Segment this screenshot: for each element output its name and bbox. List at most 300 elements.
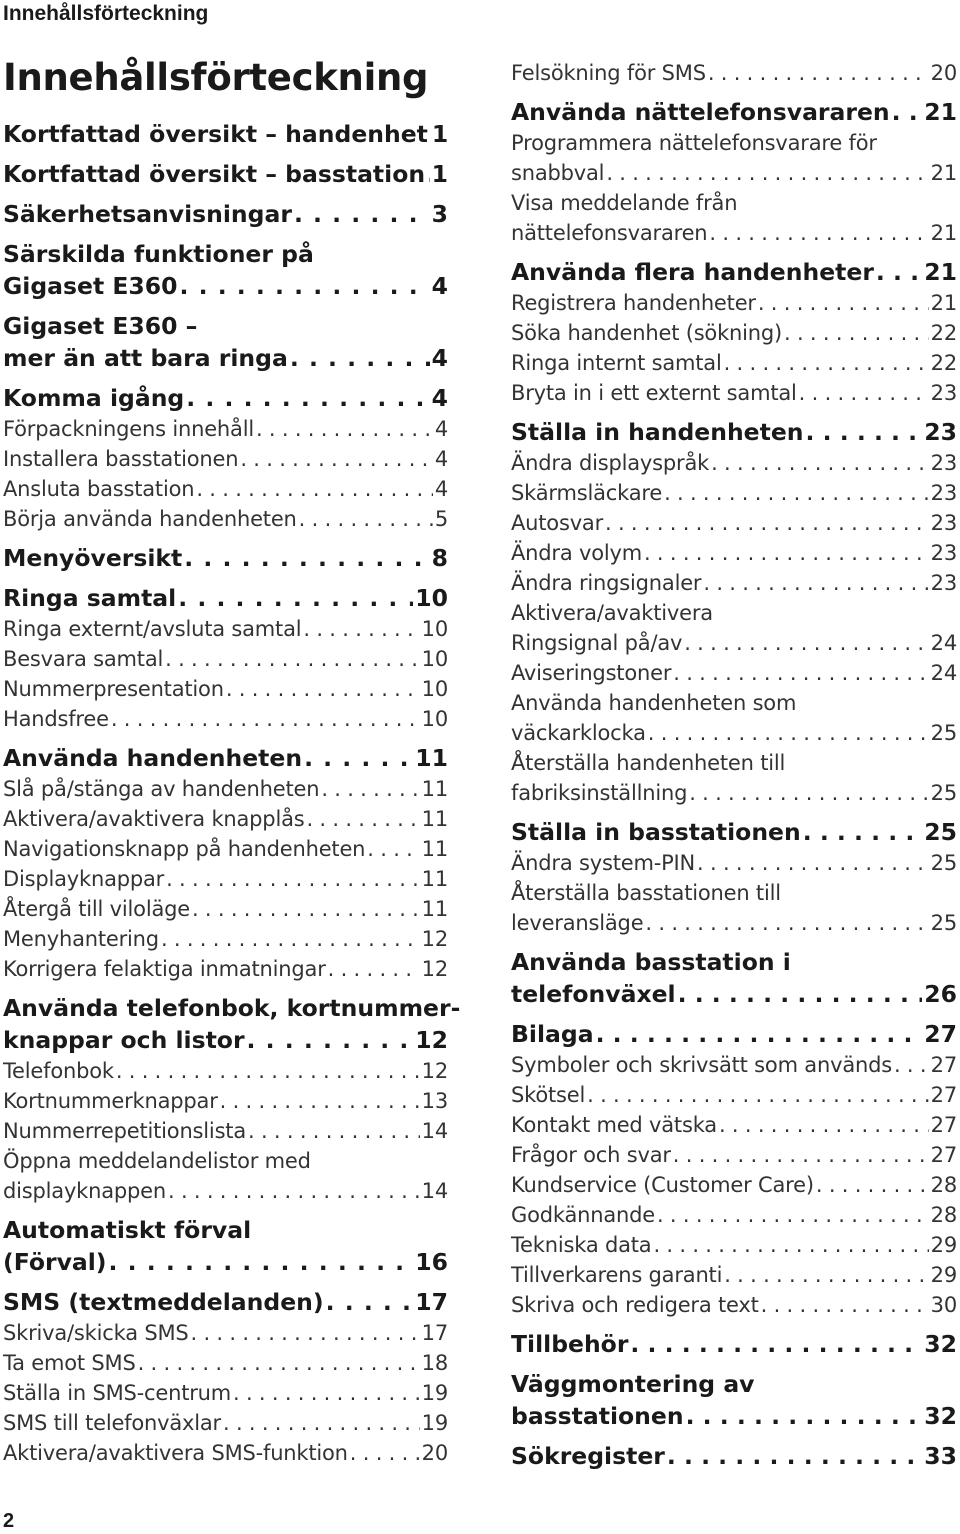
toc-left-column: [3, 118, 461, 1468]
toc-entry-page-number: 3: [431, 200, 448, 228]
dot-leader: [894, 1050, 929, 1080]
toc-entry-label: Börja använda handenheten: [3, 507, 297, 531]
dot-leader: [240, 444, 432, 474]
dot-leader: [719, 1110, 929, 1140]
toc-entry-label-line: Öppna meddelandelistor med: [3, 1149, 311, 1173]
toc-entry[interactable]: [511, 1328, 957, 1360]
toc-entry[interactable]: [511, 96, 957, 128]
toc-entry[interactable]: [511, 1200, 957, 1230]
toc-entry-label-line: Särskilda funktioner på: [3, 240, 314, 268]
toc-entry-page-number: 4: [431, 384, 448, 412]
toc-entry-page-number: 20: [930, 61, 957, 85]
toc-entry-label: Säkerhetsanvisningar: [3, 200, 292, 228]
dot-leader: [168, 1176, 420, 1206]
toc-entry-label: Återgå till viloläge: [3, 897, 190, 921]
toc-entry[interactable]: [3, 774, 448, 804]
dot-leader: [306, 804, 419, 834]
toc-entry-page-number: 29: [930, 1233, 957, 1257]
toc-entry-page-number: 12: [421, 927, 448, 951]
dot-leader: [223, 1408, 420, 1438]
toc-entry-label: Använda nättelefonsvararen: [511, 98, 890, 126]
toc-entry-label: Ställa in SMS-centrum: [3, 1381, 232, 1405]
toc-entry[interactable]: [511, 448, 957, 478]
toc-entry-label-line: Återställa basstationen till: [511, 881, 781, 905]
toc-entry-page-number: 4: [434, 477, 448, 501]
toc-entry-label: Ställa in basstationen: [511, 818, 801, 846]
toc-entry-page-number: 22: [930, 351, 957, 375]
toc-entry-page-number: 22: [930, 321, 957, 345]
toc-entry[interactable]: [511, 416, 957, 448]
toc-entry[interactable]: [511, 878, 957, 938]
toc-entry-label-line: Aktivera/avaktivera: [511, 601, 713, 625]
dot-leader: [248, 1116, 420, 1146]
toc-entry-page-number: 20: [421, 1441, 448, 1465]
toc-entry-label: Aviseringstoner: [511, 661, 672, 685]
toc-entry[interactable]: [3, 542, 448, 574]
toc-entry[interactable]: [511, 256, 957, 288]
toc-entry-label: Tekniska data: [511, 1233, 652, 1257]
toc-entry-label: Skärmsläckare: [511, 481, 663, 505]
toc-entry-label: Handsfree: [3, 707, 109, 731]
dot-leader: [179, 270, 429, 302]
toc-entry[interactable]: [3, 118, 448, 150]
toc-entry-label: Slå på/stänga av handenheten: [3, 777, 320, 801]
toc-entry-label: Kortnummerknappar: [3, 1089, 218, 1113]
toc-entry-page-number: 24: [930, 631, 957, 655]
toc-entry-page-number: 4: [434, 417, 448, 441]
toc-entry-page-number: 11: [421, 837, 448, 861]
toc-entry-page-number: 23: [924, 418, 957, 446]
dot-leader: [184, 542, 429, 574]
toc-entry[interactable]: [3, 444, 448, 474]
toc-entry-page-number: 17: [415, 1288, 448, 1316]
toc-entry-label: Bryta in i ett externt samtal: [511, 381, 797, 405]
toc-entry-page-number: 8: [431, 544, 448, 572]
toc-entry-page-number: 23: [930, 511, 957, 535]
dot-leader: [799, 378, 929, 408]
toc-entry-label-line: Använda handenheten som: [511, 691, 797, 715]
dot-leader: [299, 504, 433, 534]
toc-entry[interactable]: [3, 834, 448, 864]
toc-entry-label: Kundservice (Customer Care): [511, 1173, 814, 1197]
toc-entry-page-number: 10: [421, 617, 448, 641]
toc-entry-label: Ändra displayspråk: [511, 451, 710, 475]
dot-leader: [605, 508, 929, 538]
toc-entry[interactable]: [3, 614, 448, 644]
dot-leader: [761, 1290, 929, 1320]
toc-entry-label: Installera basstationen: [3, 447, 239, 471]
toc-entry-page-number: 27: [930, 1083, 957, 1107]
toc-entry-label: Telefonbok: [3, 1059, 114, 1083]
toc-entry-page-number: 1: [431, 120, 449, 148]
toc-entry-label: Ändra volym: [511, 541, 642, 565]
toc-entry[interactable]: [3, 310, 448, 374]
toc-entry-page-number: 28: [930, 1173, 957, 1197]
dot-leader: [367, 834, 419, 864]
dot-leader: [109, 1246, 414, 1278]
toc-entry-label: displayknappen: [3, 1179, 166, 1203]
toc-entry-label: Ansluta basstation: [3, 477, 195, 501]
toc-entry-page-number: 12: [421, 957, 448, 981]
toc-entry[interactable]: [511, 188, 957, 248]
toc-entry[interactable]: [511, 816, 957, 848]
dot-leader: [111, 704, 420, 734]
toc-entry-label: SMS till telefonväxlar: [3, 1411, 221, 1435]
toc-entry[interactable]: [3, 992, 461, 1056]
dot-leader: [892, 96, 923, 128]
toc-entry-page-number: 21: [930, 291, 957, 315]
toc-entry-page-number: 32: [924, 1402, 957, 1430]
toc-entry[interactable]: [511, 1260, 957, 1290]
toc-entry-label: fabriksinställning: [511, 781, 688, 805]
dot-leader: [645, 908, 928, 938]
toc-entry-label: snabbval: [511, 161, 605, 185]
toc-entry-label-line: Använda basstation i: [511, 948, 791, 976]
toc-entry-page-number: 25: [930, 721, 957, 745]
toc-entry-label: Ringa internt samtal: [511, 351, 722, 375]
toc-entry-page-number: 25: [924, 818, 957, 846]
toc-entry[interactable]: [511, 348, 957, 378]
toc-entry[interactable]: [511, 1110, 957, 1140]
toc-entry[interactable]: [511, 538, 957, 568]
toc-entry-label-line: Gigaset E360 –: [3, 312, 198, 340]
toc-entry-label: väckarklocka: [511, 721, 646, 745]
toc-entry-label: Ringa samtal: [3, 584, 177, 612]
toc-entry-label-line: Visa meddelande från: [511, 191, 738, 215]
toc-entry-label: Sökregister: [511, 1442, 665, 1470]
dot-leader: [138, 1348, 420, 1378]
toc-entry[interactable]: [511, 688, 957, 748]
toc-entry-page-number: 23: [930, 571, 957, 595]
toc-entry-page-number: 11: [421, 867, 448, 891]
toc-entry-label: Ställa in handenheten: [511, 418, 804, 446]
toc-entry[interactable]: [511, 508, 957, 538]
dot-leader: [226, 674, 420, 704]
dot-leader: [806, 416, 923, 448]
toc-entry-label: Displayknappar: [3, 867, 165, 891]
toc-entry-label: leveransläge: [511, 911, 644, 935]
toc-entry[interactable]: [3, 1056, 448, 1086]
toc-entry[interactable]: [511, 1018, 957, 1050]
toc-entry-page-number: 21: [924, 258, 957, 286]
dot-leader: [876, 256, 922, 288]
toc-entry-label: Autosvar: [511, 511, 604, 535]
toc-entry-label: Förpackningens innehåll: [3, 417, 254, 441]
toc-entry[interactable]: [511, 1140, 957, 1170]
dot-leader: [711, 448, 929, 478]
toc-entry[interactable]: [511, 748, 957, 808]
dot-leader: [196, 474, 432, 504]
toc-entry-page-number: 23: [930, 481, 957, 505]
dot-leader: [350, 1438, 420, 1468]
toc-entry[interactable]: [511, 658, 957, 688]
dot-leader: [191, 1318, 420, 1348]
dot-leader: [303, 614, 419, 644]
dot-leader: [166, 864, 420, 894]
toc-entry-page-number: 23: [930, 381, 957, 405]
toc-entry-label: Ändra ringsignaler: [511, 571, 702, 595]
toc-entry[interactable]: [511, 478, 957, 508]
dot-leader: [689, 778, 928, 808]
toc-entry-page-number: 27: [930, 1143, 957, 1167]
toc-entry-label: Ändra system-PIN: [511, 851, 696, 875]
toc-entry[interactable]: [3, 1438, 448, 1468]
toc-entry-label: Ta emot SMS: [3, 1351, 136, 1375]
toc-entry[interactable]: [3, 1348, 448, 1378]
dot-leader: [653, 1230, 928, 1260]
toc-entry-page-number: 26: [924, 980, 957, 1008]
toc-entry-label-line: Använda telefonbok, kortnummer-: [3, 994, 461, 1022]
toc-entry[interactable]: [3, 1116, 448, 1146]
dot-leader: [816, 1170, 929, 1200]
dot-leader: [161, 924, 420, 954]
toc-entry-page-number: 25: [930, 851, 957, 875]
toc-entry-label: Nummerpresentation: [3, 677, 224, 701]
toc-entry-page-number: 23: [930, 451, 957, 475]
toc-entry-label: Använda handenheten: [3, 744, 303, 772]
toc-entry-page-number: 11: [421, 777, 448, 801]
dot-leader: [596, 1018, 923, 1050]
toc-entry-page-number: 27: [930, 1113, 957, 1137]
toc-entry[interactable]: [3, 1408, 448, 1438]
dot-leader: [290, 342, 430, 374]
toc-entry-page-number: 10: [421, 677, 448, 701]
dot-leader: [427, 158, 430, 190]
toc-entry-label: Skriva/skicka SMS: [3, 1321, 189, 1345]
toc-entry-label: Registrera handenheter: [511, 291, 756, 315]
toc-entry[interactable]: [3, 238, 448, 302]
toc-entry-page-number: 11: [415, 744, 448, 772]
toc-entry-page-number: 14: [421, 1119, 448, 1143]
toc-entry[interactable]: [511, 946, 957, 1010]
toc-entry-label: Kortfattad översikt – handenhet: [3, 120, 428, 148]
page-title: Innehållsförteckning: [3, 56, 429, 99]
toc-entry-page-number: 10: [421, 647, 448, 671]
dot-leader: [664, 478, 929, 508]
toc-entry-label: Kontakt med vätska: [511, 1113, 717, 1137]
toc-entry-page-number: 10: [415, 584, 448, 612]
dot-leader: [321, 774, 419, 804]
page-number: 2: [3, 1510, 15, 1532]
toc-entry-page-number: 12: [415, 1026, 448, 1054]
toc-entry-page-number: 19: [421, 1381, 448, 1405]
dot-leader: [657, 1200, 929, 1230]
toc-entry-label-line: Automatiskt förval: [3, 1216, 252, 1244]
toc-entry-page-number: 25: [930, 911, 957, 935]
toc-entry-label: Ringsignal på/av: [511, 631, 683, 655]
toc-entry-label: nättelefonsvararen: [511, 221, 708, 245]
dot-leader: [630, 1328, 922, 1360]
toc-entry[interactable]: [3, 474, 448, 504]
toc-entry[interactable]: [3, 158, 448, 190]
dot-leader: [673, 1140, 929, 1170]
toc-entry[interactable]: [3, 924, 448, 954]
dot-leader: [304, 742, 413, 774]
dot-leader: [165, 644, 420, 674]
toc-entry-page-number: 18: [421, 1351, 448, 1375]
toc-entry-page-number: 12: [421, 1059, 448, 1083]
toc-entry-label: Godkännande: [511, 1203, 655, 1227]
toc-entry-label: Skriva och redigera text: [511, 1293, 759, 1317]
dot-leader: [233, 1378, 420, 1408]
toc-entry[interactable]: [3, 198, 448, 230]
dot-leader: [186, 382, 429, 414]
toc-entry-page-number: 21: [930, 161, 957, 185]
dot-leader: [294, 198, 430, 230]
toc-entry[interactable]: [3, 582, 448, 614]
dot-leader: [326, 1286, 414, 1318]
toc-entry[interactable]: [511, 1170, 957, 1200]
dot-leader: [708, 58, 929, 88]
toc-entry-label: Komma igång: [3, 384, 185, 412]
toc-entry[interactable]: [511, 1368, 957, 1432]
toc-entry-label: telefonväxel: [511, 980, 676, 1008]
toc-entry-label: Tillverkarens garanti: [511, 1263, 723, 1287]
toc-entry-label-line: Återställa handenheten till: [511, 751, 786, 775]
toc-entry-page-number: 14: [421, 1179, 448, 1203]
dot-leader: [724, 1260, 928, 1290]
dot-leader: [220, 1086, 420, 1116]
toc-entry-label: mer än att bara ringa: [3, 344, 288, 372]
toc-entry[interactable]: [511, 1080, 957, 1110]
toc-entry[interactable]: [3, 1378, 448, 1408]
toc-entry[interactable]: [3, 1286, 448, 1318]
toc-entry[interactable]: [3, 1214, 448, 1278]
toc-entry-label: Aktivera/avaktivera SMS-funktion: [3, 1441, 348, 1465]
toc-entry[interactable]: [511, 1050, 957, 1080]
toc-entry-label: Bilaga: [511, 1020, 594, 1048]
toc-entry[interactable]: [511, 58, 957, 88]
toc-entry[interactable]: [511, 288, 957, 318]
toc-entry[interactable]: [511, 378, 957, 408]
toc-entry-label: SMS (textmeddelanden): [3, 1288, 324, 1316]
toc-entry-page-number: 13: [421, 1089, 448, 1113]
toc-entry[interactable]: [3, 504, 448, 534]
toc-right-column: [511, 58, 957, 1472]
dot-leader: [686, 1400, 923, 1432]
dot-leader: [644, 538, 929, 568]
toc-entry[interactable]: [511, 1440, 957, 1472]
toc-entry-page-number: 21: [930, 221, 957, 245]
dot-leader: [697, 848, 929, 878]
toc-entry-label: Skötsel: [511, 1083, 586, 1107]
toc-entry[interactable]: [3, 864, 448, 894]
toc-entry-label: basstationen: [511, 1402, 684, 1430]
toc-entry[interactable]: [511, 1290, 957, 1320]
toc-entry-page-number: 19: [421, 1411, 448, 1435]
toc-entry-page-number: 27: [930, 1053, 957, 1077]
toc-entry-page-number: 28: [930, 1203, 957, 1227]
dot-leader: [678, 978, 923, 1010]
toc-entry-page-number: 16: [415, 1248, 448, 1276]
toc-entry-label: Korrigera felaktiga inmatningar: [3, 957, 326, 981]
dot-leader: [256, 414, 433, 444]
toc-entry-page-number: 27: [924, 1020, 957, 1048]
toc-entry-page-number: 1: [431, 160, 448, 188]
dot-leader: [667, 1440, 922, 1472]
toc-entry-label: Tillbehör: [511, 1330, 629, 1358]
dot-leader: [247, 1024, 414, 1056]
dot-leader: [178, 582, 413, 614]
toc-entry[interactable]: [511, 848, 957, 878]
toc-entry-page-number: 23: [930, 541, 957, 565]
running-header-title: Innehållsförteckning: [3, 2, 209, 25]
toc-entry[interactable]: [3, 1318, 448, 1348]
toc-entry-page-number: 32: [924, 1330, 957, 1358]
toc-entry-label: Nummerrepetitionslista: [3, 1119, 247, 1143]
dot-leader: [758, 288, 929, 318]
toc-entry-page-number: 30: [930, 1293, 957, 1317]
toc-entry[interactable]: [3, 382, 448, 414]
toc-entry-page-number: 33: [924, 1442, 957, 1470]
toc-entry[interactable]: [511, 1230, 957, 1260]
toc-entry-page-number: 17: [421, 1321, 448, 1345]
toc-entry[interactable]: [511, 568, 957, 598]
dot-leader: [116, 1056, 420, 1086]
toc-entry[interactable]: [3, 704, 448, 734]
toc-entry-page-number: 4: [431, 272, 448, 300]
toc-entry[interactable]: [511, 318, 957, 348]
dot-leader: [709, 218, 928, 248]
toc-entry-label: (Förval): [3, 1248, 107, 1276]
dot-leader: [724, 348, 929, 378]
toc-entry-label: Gigaset E360: [3, 272, 178, 300]
dot-leader: [192, 894, 420, 924]
toc-entry-page-number: 21: [924, 98, 957, 126]
dot-leader: [606, 158, 928, 188]
toc-entry-label: Felsökning för SMS: [511, 61, 706, 85]
dot-leader: [648, 718, 929, 748]
toc-entry-label: Besvara samtal: [3, 647, 164, 671]
toc-entry-page-number: 11: [421, 897, 448, 921]
toc-entry-page-number: 29: [930, 1263, 957, 1287]
toc-entry-label: Menyhantering: [3, 927, 159, 951]
toc-entry[interactable]: [3, 644, 448, 674]
toc-entry[interactable]: [511, 598, 957, 658]
toc-entry-page-number: 4: [434, 447, 448, 471]
toc-entry-label: Använda flera handenheter: [511, 258, 874, 286]
toc-entry[interactable]: [3, 894, 448, 924]
dot-leader: [703, 568, 928, 598]
toc-entry-label: Söka handenhet (sökning): [511, 321, 783, 345]
toc-entry-label: Kortfattad översikt – basstation: [3, 160, 426, 188]
toc-entry-page-number: 5: [434, 507, 448, 531]
toc-entry-label: Frågor och svar: [511, 1143, 671, 1167]
toc-entry[interactable]: [511, 128, 957, 188]
toc-entry-page-number: 25: [930, 781, 957, 805]
toc-entry-label: Ringa externt/avsluta samtal: [3, 617, 302, 641]
toc-entry-label-line: Väggmontering av: [511, 1370, 755, 1398]
toc-entry-label: Symboler och skrivsätt som används: [511, 1053, 892, 1077]
toc-entry[interactable]: [3, 1146, 448, 1206]
toc-entry-page-number: 4: [431, 344, 448, 372]
dot-leader: [673, 658, 928, 688]
toc-entry-page-number: 24: [930, 661, 957, 685]
toc-entry[interactable]: [3, 804, 448, 834]
toc-entry[interactable]: [3, 1086, 448, 1116]
toc-entry-label-line: Programmera nättelefonsvarare för: [511, 131, 877, 155]
dot-leader: [587, 1080, 929, 1110]
toc-entry-label: knappar och listor: [3, 1026, 245, 1054]
toc-entry[interactable]: [3, 674, 448, 704]
dot-leader: [684, 628, 928, 658]
dot-leader: [328, 954, 420, 984]
dot-leader: [784, 318, 929, 348]
toc-entry-label: Navigationsknapp på handenheten: [3, 837, 366, 861]
toc-entry[interactable]: [3, 414, 448, 444]
toc-entry[interactable]: [3, 742, 448, 774]
toc-entry[interactable]: [3, 954, 448, 984]
